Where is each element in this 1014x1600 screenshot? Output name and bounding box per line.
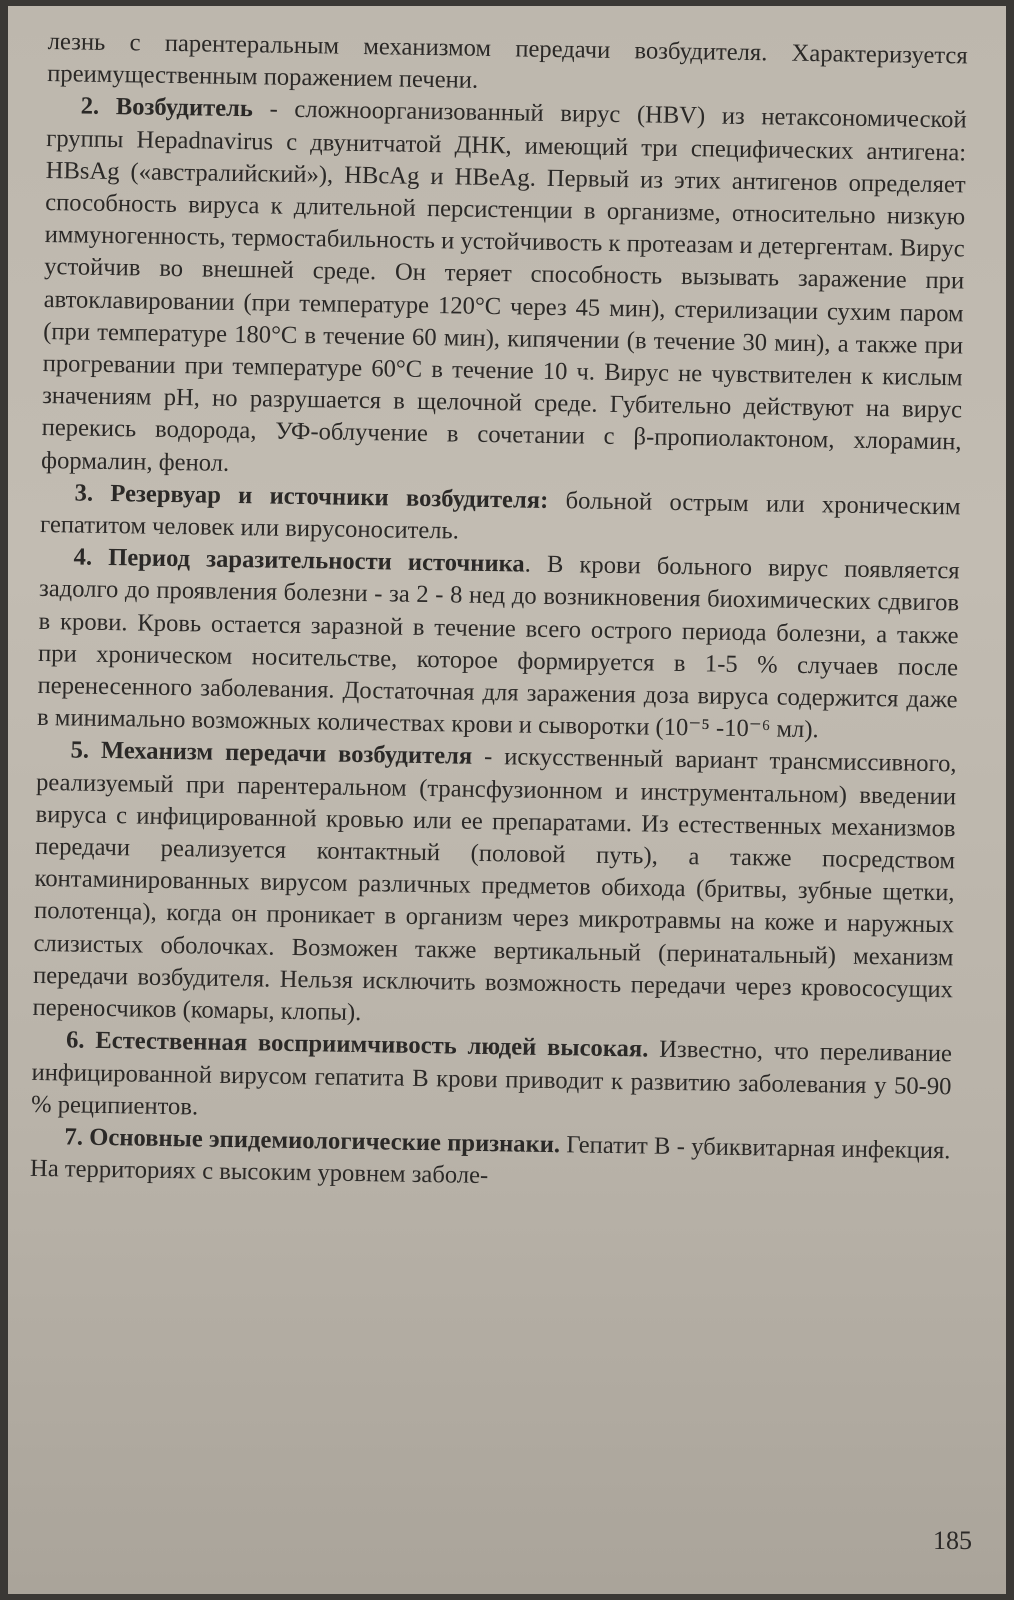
section-susceptibility [31, 1024, 952, 1135]
page-body [30, 26, 968, 1200]
heading-separator: . [524, 550, 548, 579]
section-heading: 6. Естественная восприимчивость людей высокая. [65, 1026, 649, 1063]
section-text: больной острым или хроническим гепатитом человек или вирусоноситель. [39, 487, 961, 545]
book-page [8, 6, 1006, 1594]
heading-separator [648, 1036, 659, 1063]
heading-separator: - [252, 95, 295, 124]
section-heading: 2. Возбудитель [80, 92, 254, 123]
intro-paragraph: лезнь с парентеральным механизмом передачи возбудителя. Характеризуется преимущественным поражением печени. [47, 27, 968, 94]
section-text: сложноорганизованный вирус (HBV) из нетаксономической группы Hepadnavirus с двунитчатой ДНК, имеющий три специфических антигена: HBsAg («австралийский»), HBcAg и HBeAg. Первый из этих антигенов определяет способность вируса к длительной персистенции в организме, относительно низкую иммуногенность, термостабильность и устойчивость к протеазам и детергентам. Вирус устойчив во внешней среде. Он теряет способность вызывать заражение при автоклавировании (при температуре 120°С через 45 мин), стерилизации сухим паром (при температуре 180°С в течение 60 мин), кипячении (в течение 30 мин), а также при прогревании при температуре 60°С в течение 10 ч. Вирус не чувствителен к кислым значениям рН, но разрушается в щелочной среде. Губительно действуют на вирус перекись водорода, УФ-облучение в сочетании с β-пропиолактоном, хлорамин, формалин, фенол. [40, 96, 967, 477]
section-transmission [32, 734, 956, 1038]
section-pathogen [41, 90, 967, 491]
section-text: В крови больного вирус появляется задолго до проявления болезни - за 2 - 8 нед до возникновения биохимических сдвигов в крови. Кровь остается заразной в течение всего острого периода болезни, а также при хроническом носительстве, которое формируется в 1-5 % случаев после перенесенного заболевания. Достаточная для заражения доза вируса содержится даже в минимально возможных количествах крови и сыворотки (10⁻⁵ -10⁻⁶ мл). [36, 551, 960, 744]
heading-separator [548, 487, 566, 514]
section-text: Гепатит В - убиквитарная инфекция. На территориях с высоким уровнем заболе- [29, 1131, 951, 1190]
section-text: искусственный вариант трансмиссивного, реализуемый при парентеральном (трансфузионном и инструментальном) введении вируса с инфицированной кровью или ее препаратами. Из естественных механизмов передачи реализуется контактный (половой путь), а также посредством контаминированных вирусом различных предметов обихода (бритвы, зубные щетки, полотенца), когда он проникает в организм через микротравмы на коже и наружных слизистых оболочках. Возможен также вертикальный (перинатальный) механизм передачи возбудителя. Нельзя исключить возможность передачи через кровососущих переносчиков (комары, клопы). [32, 743, 957, 1027]
section-contagious-period [37, 541, 960, 749]
heading-separator: - [472, 743, 505, 771]
section-heading: 5. Механизм передачи возбудителя [70, 736, 473, 771]
section-text: Известно, что переливание инфицированной вирусом гепатита В крови приводит к развитию заболевания у 50-90 % реципиентов. [30, 1036, 953, 1121]
page-number: 185 [933, 1526, 972, 1555]
section-heading: 4. Период заразительности источника [73, 543, 525, 578]
section-heading: 3. Резервуар и источники возбудителя: [74, 479, 549, 514]
section-heading: 7. Основные эпидемиологические признаки. [64, 1123, 561, 1159]
section-epidemiology [30, 1121, 951, 1200]
